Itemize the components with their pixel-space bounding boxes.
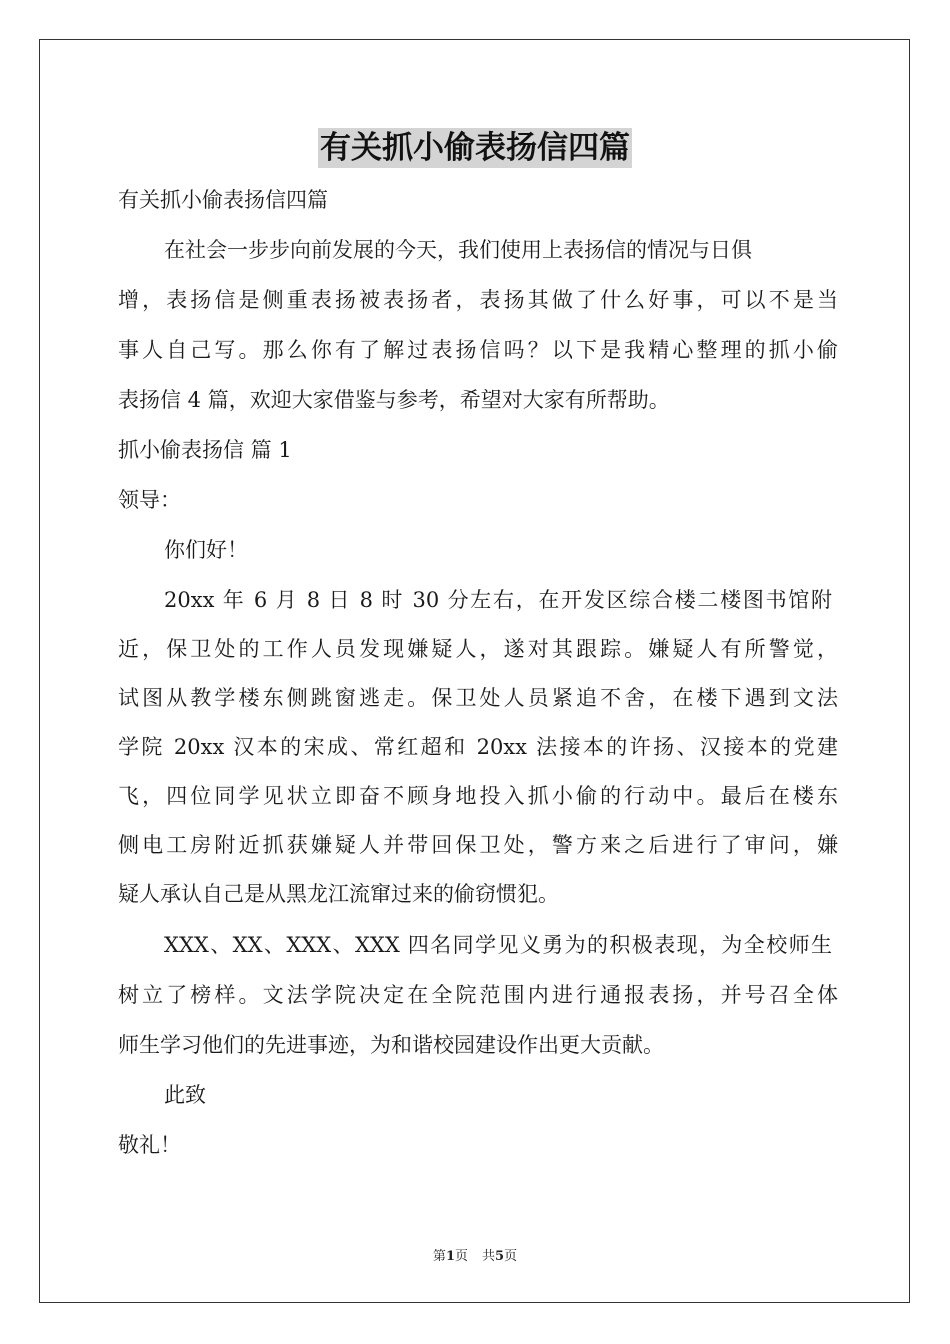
total-suffix: 页 xyxy=(504,1249,518,1264)
body-line: XXX、XX、XXX、XXX 四名同学见义勇为的积极表现，为全校师生 xyxy=(164,933,832,957)
closing-line: 敬礼！ xyxy=(118,1133,181,1157)
intro-line: 增，表扬信是侧重表扬被表扬者，表扬其做了什么好事，可以不是当 xyxy=(118,288,838,312)
intro-line: 事人自己写。那么你有了解过表扬信吗？以下是我精心整理的抓小偷 xyxy=(118,338,838,362)
subtitle: 有关抓小偷表扬信四篇 xyxy=(118,188,328,212)
intro-line: 表扬信 4 篇，欢迎大家借鉴与参考，希望对大家有所帮助。 xyxy=(118,388,670,412)
closing-line: 此致 xyxy=(164,1083,206,1107)
body-line: 疑人承认自己是从黑龙江流窜过来的偷窃惯犯。 xyxy=(118,882,559,906)
page-border xyxy=(39,39,910,1303)
page-number: 1 xyxy=(445,1249,455,1264)
section-heading: 抓小偷表扬信 篇 1 xyxy=(118,438,292,462)
body-line: 师生学习他们的先进事迹，为和谐校园建设作出更大贡献。 xyxy=(118,1033,664,1057)
title-container xyxy=(0,128,950,168)
total-prefix: 共 xyxy=(482,1249,496,1264)
page-prefix: 第 xyxy=(432,1249,446,1264)
body-line: 学院 20xx 汉本的宋成、常红超和 20xx 法接本的许扬、汉接本的党建 xyxy=(118,735,838,759)
body-line: 试图从教学楼东侧跳窗逃走。保卫处人员紧追不舍，在楼下遇到文法 xyxy=(118,686,838,710)
body-line: 近，保卫处的工作人员发现嫌疑人，遂对其跟踪。嫌疑人有所警觉， xyxy=(118,637,838,661)
document-title: 有关抓小偷表扬信四篇 xyxy=(320,130,630,166)
page-footer xyxy=(0,1248,950,1266)
intro-line: 在社会一步步向前发展的今天，我们使用上表扬信的情况与日俱 xyxy=(164,238,752,262)
salutation: 领导： xyxy=(118,488,181,512)
body-line: 侧电工房附近抓获嫌疑人并带回保卫处，警方来之后进行了审问，嫌 xyxy=(118,833,838,857)
body-line: 飞，四位同学见状立即奋不顾身地投入抓小偷的行动中。最后在楼东 xyxy=(118,784,838,808)
body-line: 树立了榜样。文法学院决定在全院范围内进行通报表扬，并号召全体 xyxy=(118,983,838,1007)
greeting: 你们好！ xyxy=(164,538,248,562)
total-pages: 5 xyxy=(495,1249,505,1264)
page-suffix: 页 xyxy=(454,1249,468,1264)
body-line: 20xx 年 6 月 8 日 8 时 30 分左右，在开发区综合楼二楼图书馆附 xyxy=(164,588,832,612)
